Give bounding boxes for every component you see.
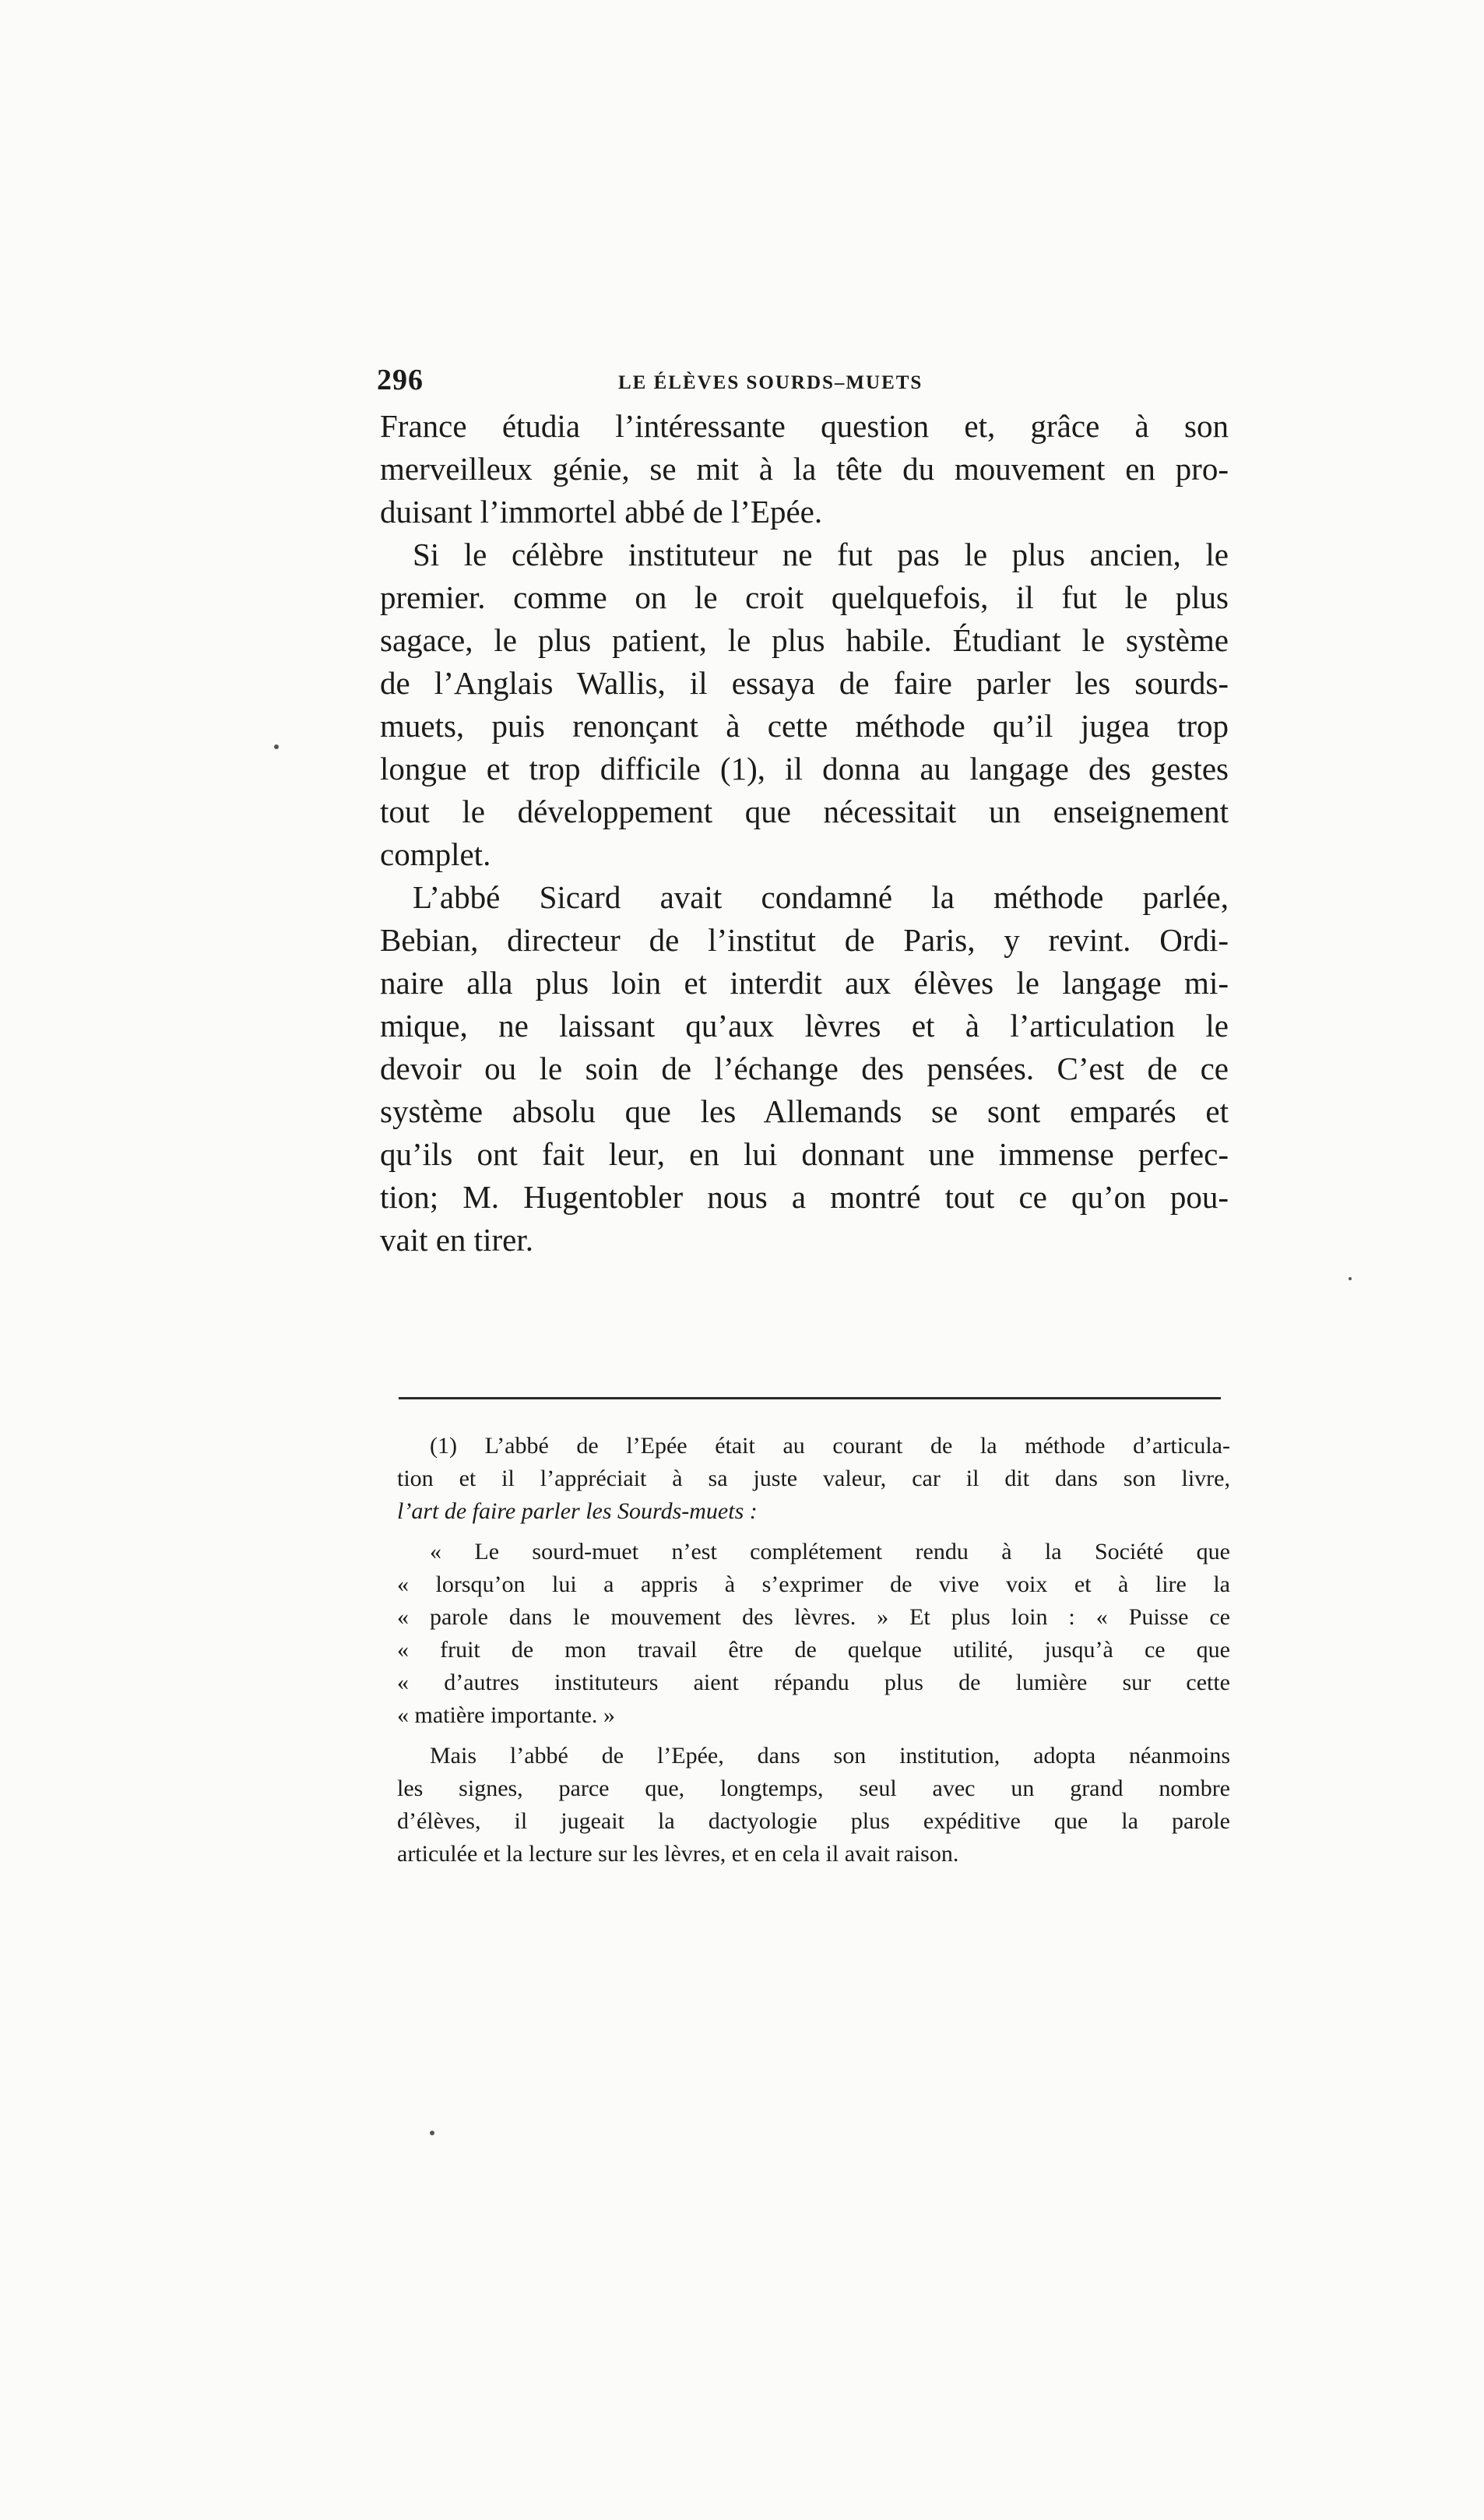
footnote-quote-line: « matière importante. » (397, 1702, 615, 1728)
body-line: France étudia l’intéressante question et, grâce à son (380, 408, 1229, 444)
footnote-line: articulée et la lecture sur les lèvres, et en cela il avait raison. (397, 1841, 959, 1867)
body-line: tion; M. Hugentobler nous a montré tout ce qu’on pou- (380, 1179, 1229, 1215)
body-line: sagace, le plus patient, le plus habile. Étudiant le système (380, 622, 1229, 658)
body-line: vait en tirer. (380, 1222, 533, 1258)
footnote-line: les signes, parce que, longtemps, seul avec un grand nombre (397, 1776, 1230, 1801)
footnote-quote-line: « fruit de mon travail être de quelque utilité, jusqu’à ce que (397, 1637, 1230, 1663)
body-line: Si le célèbre instituteur ne fut pas le plus ancien, le (413, 537, 1229, 572)
footnotes (397, 1430, 1230, 1878)
footnote-quote-line: « lorsqu’on lui a appris à s’exprimer de vive voix et à lire la (397, 1571, 1230, 1597)
scan-speck (430, 2131, 434, 2135)
footnote-line: d’élèves, il jugeait la dactyologie plus expéditive que la parole (397, 1808, 1230, 1834)
body-line: complet. (380, 836, 491, 872)
body-line: duisant l’immortel abbé de l’Epée. (380, 494, 823, 530)
scan-speck (1349, 1277, 1352, 1280)
footnote-line: (1) L’abbé de l’Epée était au courant de la méthode d’articula- (430, 1433, 1230, 1459)
footnote-line: Mais l’abbé de l’Epée, dans son institution, adopta néanmoins (430, 1743, 1230, 1769)
body-line: muets, puis renonçant à cette méthode qu’il jugea trop (380, 708, 1229, 744)
footnote-paragraph-3 (397, 1740, 1230, 1871)
body-line: système absolu que les Allemands se sont emparés et (380, 1093, 1229, 1129)
body-line: longue et trop difficile (1), il donna au langage des gestes (380, 751, 1229, 787)
footnote-quote-line: « d’autres instituteurs aient répandu plus de lumière sur cette (397, 1670, 1230, 1695)
page-number: 296 (377, 364, 424, 396)
body-line: merveilleux génie, se mit à la tête du mouvement en pro- (380, 451, 1229, 487)
footnote-separator (399, 1397, 1221, 1399)
body-line: tout le développement que nécessitait un enseignement (380, 794, 1229, 829)
footnote-quote-line: « Le sourd-muet n’est complétement rendu à la Société que (430, 1539, 1230, 1564)
footnote-line: tion et il l’appréciait à sa juste valeur, car il dit dans son livre, (397, 1466, 1230, 1491)
body-text (380, 405, 1229, 1262)
footnote-paragraph-1 (397, 1430, 1230, 1528)
body-line: naire alla plus loin et interdit aux élèves le langage mi- (380, 965, 1229, 1001)
footnote-line: l’art de faire parler les Sourds-muets : (397, 1498, 758, 1524)
body-line: qu’ils ont fait leur, en lui donnant une immense perfec- (380, 1136, 1229, 1172)
scan-speck (274, 744, 279, 749)
body-line: devoir ou le soin de l’échange des pensées. C’est de ce (380, 1051, 1229, 1086)
body-line: de l’Anglais Wallis, il essaya de faire parler les sourds- (380, 665, 1229, 701)
running-title: LE ÉLÈVES SOURDS–MUETS (618, 372, 923, 393)
footnote-paragraph-2-quote (397, 1536, 1230, 1732)
body-line: Bebian, directeur de l’institut de Paris, y revint. Ordi- (380, 922, 1229, 958)
body-line: premier. comme on le croit quelquefois, il fut le plus (380, 579, 1229, 615)
body-line: mique, ne laissant qu’aux lèvres et à l’articulation le (380, 1008, 1229, 1044)
page-header (377, 363, 1155, 394)
body-line: L’abbé Sicard avait condamné la méthode parlée, (413, 879, 1229, 915)
footnote-quote-line: « parole dans le mouvement des lèvres. » Et plus loin : « Puisse ce (397, 1604, 1230, 1630)
